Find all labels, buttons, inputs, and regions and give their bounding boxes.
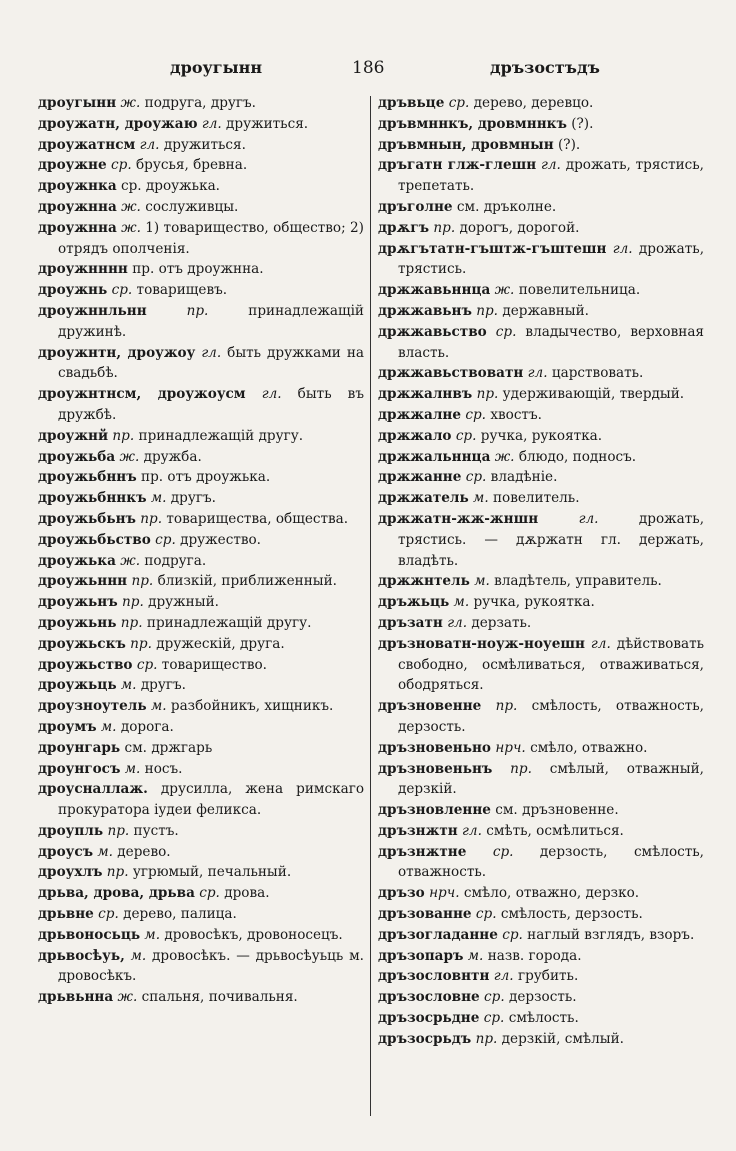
entry-headword: дроужьба [38,448,116,465]
entry-headword: дрьвоносьць [38,926,141,943]
entry-headword: дръзновеньно [378,739,491,756]
entry-definition: друсилла, жена римскаго прокуратора іудеи феликса. [58,781,364,819]
dictionary-entry [38,592,364,613]
entry-headword: држжнтель [378,573,470,590]
dictionary-entry [378,613,704,634]
entry-grammar: гл. [590,635,611,652]
entry-headword: дроужнна [38,219,117,236]
entry-definition: см. држгарь [124,739,213,756]
entry-definition: державный. [502,302,589,319]
dictionary-entry [378,114,704,135]
entry-headword: дроужьнь [38,614,117,631]
entry-headword: држжанне [378,469,462,486]
entry-grammar: пр. [112,427,135,444]
entry-grammar: ж. [121,198,141,215]
entry-grammar: ж. [494,282,515,299]
entry-definition: дружба. [143,448,202,465]
dictionary-entry [38,259,364,280]
entry-grammar: пр. [186,302,209,319]
entry-headword: држжавьствоватн [378,365,524,382]
entry-headword: држжальннца [378,448,491,465]
entry-headword: држжавьнъ [378,302,472,319]
entry-definition: разбойникъ, хищникъ. [170,698,334,715]
dictionary-entry [378,800,704,821]
entry-definition: спальня, почивальня. [141,989,298,1006]
entry-definition: дрожать, трястись. [398,240,705,278]
dictionary-entry [378,488,704,509]
entry-definition: подруга, другъ. [144,95,256,111]
entry-headword: дроужнь [38,282,108,299]
entry-grammar: гл. [527,365,548,382]
dictionary-entry [38,925,364,946]
entry-headword: дроужнтнсм, дроужоусм [38,386,246,403]
entry-headword: дроужька [38,552,116,569]
dictionary-entry [378,467,704,488]
entry-definition: ручка, рукоятка. [473,594,595,611]
entry-definition: другъ. [140,677,186,694]
entry-definition: дерево. [117,843,171,860]
entry-definition: принадлежащій другу. [138,427,304,444]
entry-grammar: м. [150,698,167,715]
entry-headword: дроужнннн [38,261,128,278]
dictionary-entry [378,966,704,987]
dictionary-entry [38,197,364,218]
entry-headword: држжавьннца [378,282,491,299]
entry-grammar: ж. [120,95,141,111]
entry-definition: брусья, бревна. [135,157,248,174]
entry-definition: дерзать. [471,614,532,631]
entry-headword: дроунгосъ [38,760,121,777]
entry-grammar: пр. [476,302,498,319]
entry-definition: сослуживцы. [145,198,239,215]
entry-grammar: ср. [483,1010,505,1027]
entry-headword: дръзновленне [378,802,491,819]
entry-definition: дровосѣкъ, дровоносецъ. [164,926,343,943]
entry-grammar: пр. [131,573,154,590]
entry-grammar: ж. [120,552,141,569]
entry-headword: дроужьннн [38,573,128,590]
entry-grammar: м. [467,947,484,964]
entry-definition: носъ. [144,760,183,777]
entry-headword: дрьвьнна [38,989,114,1006]
entry-headword: дроугынн [38,95,117,111]
dictionary-entry [38,946,364,988]
left-column [38,93,364,1008]
entry-headword: дръзо [378,885,425,902]
dictionary-entry [378,218,704,239]
entry-headword: дроузноутель [38,698,147,715]
entry-grammar: гл. [201,344,222,361]
entry-definition: блюдо, подносъ. [518,448,637,465]
entry-grammar: ср. [136,656,158,673]
dictionary-entry [38,613,364,634]
entry-headword: дръзнжтн [378,822,458,839]
entry-headword: дроунгарь [38,739,121,756]
entry-headword: дръзновеньнъ [378,760,493,777]
dictionary-entry [378,634,704,696]
entry-headword: дръзноватн-ноуж-ноуешн [378,635,585,652]
entry-grammar: м. [120,677,137,694]
entry-definition: товарищества, общества. [166,510,349,527]
entry-definition: дерево, деревцо. [473,95,594,111]
entry-definition: смѣлость, отважность, дерзость. [398,698,704,735]
entry-headword: дроужьбннкъ [38,490,147,507]
entry-definition: угрюмый, печальный. [132,864,292,881]
dictionary-entry [38,779,364,821]
entry-grammar: ср. [199,885,220,902]
entry-grammar: ж. [121,219,141,236]
entry-definition: см. дръзновенне. [495,802,619,819]
dictionary-entry [38,862,364,883]
entry-headword: дръголне [378,198,453,215]
entry-grammar: ср. [475,906,497,923]
entry-grammar: ж. [119,448,140,465]
entry-headword: дръзнжтне [378,843,467,860]
entry-grammar: ср. [492,843,514,860]
entry-grammar: ср. [465,469,487,486]
entry-grammar: пр. [107,822,130,839]
entry-grammar: ср. [155,531,176,548]
entry-grammar: пр. [130,635,152,652]
entry-grammar: гл. [541,157,561,174]
entry-definition: товарищевъ. [136,282,228,299]
entry-definition: дерзость, смѣлость, отважность. [398,843,704,881]
right-column [378,93,704,1050]
dictionary-entry [38,634,364,655]
dictionary-entry [38,114,364,135]
entry-grammar: м. [473,490,489,507]
entry-grammar: гл. [493,968,514,985]
entry-grammar: пр. [140,510,163,527]
entry-headword: дръзословне [378,989,480,1006]
entry-grammar: гл. [447,614,468,631]
entry-grammar: пр. [122,594,144,611]
entry-definition: принадлежащій дружинѣ. [58,302,364,340]
dictionary-entry [378,738,704,759]
entry-headword: дръзновенне [378,698,482,715]
entry-grammar: ср. [495,323,517,340]
dictionary-entry [378,883,704,904]
dictionary-entry [38,135,364,156]
entry-headword: држжалнвъ [378,386,473,403]
entry-headword: дроужннльнн [38,302,147,319]
column-divider [370,96,371,1116]
entry-headword: дръвмннкъ, дровмннкъ [378,115,567,132]
entry-grammar: м. [144,926,161,943]
entry-grammar: нрч. [429,885,460,902]
entry-headword: дроухлъ [38,864,103,881]
entry-headword: дръзогладанне [378,926,498,943]
entry-grammar: ср. [98,906,119,923]
dictionary-entry [378,1008,704,1029]
dictionary-entry [378,322,704,364]
entry-headword: дрьва, дрова, дрьва [38,885,195,902]
dictionary-entry [38,759,364,780]
entry-grammar: пр. [475,1030,498,1047]
entry-headword: дръвьце [378,95,445,111]
entry-grammar: гл. [261,386,282,403]
entry-definition: хвостъ. [490,406,542,423]
entry-grammar: гл. [462,822,482,839]
entry-definition: (?). [557,136,581,153]
entry-headword: дроужьскъ [38,635,126,652]
dictionary-entry [38,571,364,592]
entry-headword: дръзатн [378,614,443,631]
dictionary-entry [38,530,364,551]
entry-headword: дроужатн, дроужаю [38,115,198,132]
entry-headword: дръгатн глж-глешн [378,157,537,174]
entry-grammar: гл. [201,115,222,132]
dictionary-entry [378,155,704,197]
entry-headword: дроумъ [38,718,97,735]
dictionary-entry [38,675,364,696]
entry-definition: дружескій, друга. [156,635,285,652]
entry-grammar: ср. [111,282,133,299]
dictionary-entry [378,280,704,301]
dictionary-entry [38,655,364,676]
entry-definition: дерзость. [509,989,577,1006]
entry-definition: смѣлый, отважный, дерзкій. [398,760,704,798]
page-number: 186 [352,58,385,78]
entry-grammar: пр. [433,219,456,236]
entry-definition: грубить. [517,968,579,985]
dictionary-entry [378,384,704,405]
entry-grammar: ср. [465,406,486,423]
dictionary-entry [38,467,364,488]
entry-headword: дроужнй [38,427,109,444]
entry-headword: дръжьць [378,594,450,611]
entry-definition: ср. дроужька. [120,178,221,195]
dictionary-entry [378,925,704,946]
dictionary-entry [378,405,704,426]
entry-grammar: ср. [455,427,477,444]
entry-headword: дроупль [38,822,104,839]
entry-definition: удерживающій, твердый. [502,386,685,403]
entry-definition: быть въ дружбѣ. [58,386,364,423]
entry-definition: смѣлость, дерзость. [500,906,643,923]
entry-grammar: пр. [510,760,532,777]
entry-definition: дѣйствовать свободно, осмѣливаться, отваживаться, ободряться. [398,635,705,694]
entry-headword: дроужьбннъ [38,469,137,486]
entry-headword: држжатель [378,490,469,507]
entry-definition: назв. города. [487,947,582,964]
dictionary-entry [38,696,364,717]
dictionary-entry [378,93,704,114]
dictionary-entry [38,738,364,759]
entry-definition: подруга. [144,552,207,569]
entry-definition: 1) товарищество, общество; 2) отрядъ ополченія. [58,219,364,257]
dictionary-entry [38,842,364,863]
dictionary-entry [378,759,704,801]
dictionary-entry [378,301,704,322]
entry-headword: држжало [378,427,452,444]
entry-headword: дръзованне [378,906,472,923]
entry-headword: дроужьбьство [38,531,151,548]
dictionary-entry [38,218,364,260]
entry-definition: дружный. [148,594,219,611]
running-head-left: дроугынн [170,58,263,77]
entry-definition: дрожать, трястись. — дѫржатн гл. держать, владѣть. [398,510,705,569]
entry-grammar: ср. [448,95,470,111]
entry-grammar: ср. [484,989,505,1006]
entry-headword: држжатн-жж-жншн [378,510,539,527]
entry-headword: дроусъ [38,843,94,860]
entry-headword: дрьвне [38,906,94,923]
entry-grammar: м. [150,490,167,507]
entry-definition: дрожать, трястись, трепетать. [398,157,704,195]
entry-definition: быть дружками на свадьбѣ. [58,344,364,382]
dictionary-entry [378,509,704,571]
dictionary-entry [38,280,364,301]
entry-definition: дружество. [180,531,262,548]
entry-headword: дроужьбьнъ [38,510,136,527]
entry-definition: дорога. [120,718,174,735]
dictionary-entry [378,842,704,884]
entry-headword: дроужьць [38,677,117,694]
dictionary-entry [38,93,364,114]
dictionary-entry [378,363,704,384]
entry-headword: дръзосрьдъ [378,1030,472,1047]
entry-definition: другъ. [170,490,216,507]
entry-grammar: гл. [612,240,633,257]
entry-headword: дроужнка [38,178,117,195]
entry-definition: ручка, рукоятка. [480,427,603,444]
entry-grammar: ж. [117,989,138,1006]
entry-grammar: м. [100,718,117,735]
entry-grammar: ср. [502,926,523,943]
entry-grammar: нрч. [495,739,526,756]
entry-headword: дроусналлаж. [38,781,148,798]
entry-headword: дрѫгътатн-гъштж-гъштешн [378,240,607,257]
entry-grammar: м. [124,760,141,777]
entry-headword: држжавьство [378,323,487,340]
entry-definition: (?). [571,115,594,132]
entry-headword: дрѫгъ [378,219,430,236]
entry-headword: дроужнна [38,198,117,215]
entry-headword: дръвмнын, дровмнын [378,136,554,153]
dictionary-entry [38,426,364,447]
entry-definition: товарищество. [161,656,267,673]
entry-headword: дроужатнсм [38,136,136,153]
entry-headword: држжалне [378,406,462,423]
entry-grammar: м. [453,594,470,611]
dictionary-entry [38,987,364,1008]
entry-definition: пр. отъ дроужнна. [132,261,264,278]
entry-definition: смѣть, осмѣлиться. [486,822,624,839]
entry-headword: дроужне [38,157,107,174]
entry-definition: смѣло, отважно. [530,739,648,756]
dictionary-entry [378,696,704,738]
entry-definition: смѣло, отважно, дерзко. [463,885,640,902]
entry-headword: дроужнтн, дроужоу [38,344,196,361]
entry-definition: дровосѣкъ. — дрьвосѣуьць м. дровосѣкъ. [58,947,364,985]
dictionary-entry [38,904,364,925]
dictionary-entry [38,883,364,904]
entry-definition: см. дръколне. [456,198,557,215]
entry-definition: принадлежащій другу. [146,614,312,631]
dictionary-entry [378,197,704,218]
entry-definition: дерзкій, смѣлый. [501,1030,624,1047]
entry-definition: наглый взглядъ, взоръ. [527,926,695,943]
entry-grammar: ж. [494,448,515,465]
entry-definition: владѣтель, управитель. [494,573,662,590]
dictionary-entry [38,384,364,426]
dictionary-entry [378,946,704,967]
entry-grammar: ср. [111,157,132,174]
entry-definition: дрова. [224,885,270,902]
dictionary-entry [38,509,364,530]
entry-grammar: м. [474,573,490,590]
dictionary-entry [378,1029,704,1050]
dictionary-entry [378,821,704,842]
entry-headword: дръзословнтн [378,968,490,985]
entry-grammar: гл. [578,510,599,527]
dictionary-entry [38,551,364,572]
entry-definition: повелитель. [492,490,580,507]
dictionary-entry [38,155,364,176]
entry-headword: дроужьство [38,656,133,673]
dictionary-entry [38,488,364,509]
entry-definition: пр. отъ дроужька. [141,469,271,486]
dictionary-entry [38,447,364,468]
entry-headword: дръзосрьдне [378,1010,480,1027]
entry-definition: дружиться. [163,136,246,153]
dictionary-entry [38,176,364,197]
dictionary-entry [38,717,364,738]
entry-definition: владычество, верховная власть. [398,323,704,361]
dictionary-entry [38,343,364,385]
entry-grammar: пр. [495,698,518,715]
entry-grammar: пр. [106,864,129,881]
entry-grammar: м. [97,843,113,860]
entry-grammar: пр. [120,614,143,631]
dictionary-entry [378,571,704,592]
dictionary-entry [378,239,704,281]
dictionary-entry [378,987,704,1008]
dictionary-entry [378,447,704,468]
dictionary-entry [378,135,704,156]
entry-definition: смѣлость. [508,1010,579,1027]
dictionary-entry [38,821,364,842]
dictionary-entry [38,301,364,343]
entry-definition: близкій, приближенный. [157,573,337,590]
entry-grammar: пр. [476,386,499,403]
entry-definition: дружиться. [226,115,309,132]
entry-definition: пустъ. [133,822,179,839]
running-head-right: дръзостъдъ [490,58,600,77]
entry-grammar: м. [130,947,147,964]
entry-definition: дерево, палица. [123,906,237,923]
entry-definition: царствовать. [551,365,644,382]
entry-headword: дрьвосѣуь, [38,947,125,964]
entry-grammar: гл. [139,136,160,153]
entry-headword: дръзопаръ [378,947,464,964]
dictionary-entry [378,592,704,613]
dictionary-entry [378,904,704,925]
dictionary-entry [378,426,704,447]
entry-definition: владѣніе. [490,469,558,486]
entry-definition: дорогъ, дорогой. [459,219,580,236]
entry-headword: дроужьнъ [38,594,118,611]
entry-definition: повелительница. [518,282,641,299]
